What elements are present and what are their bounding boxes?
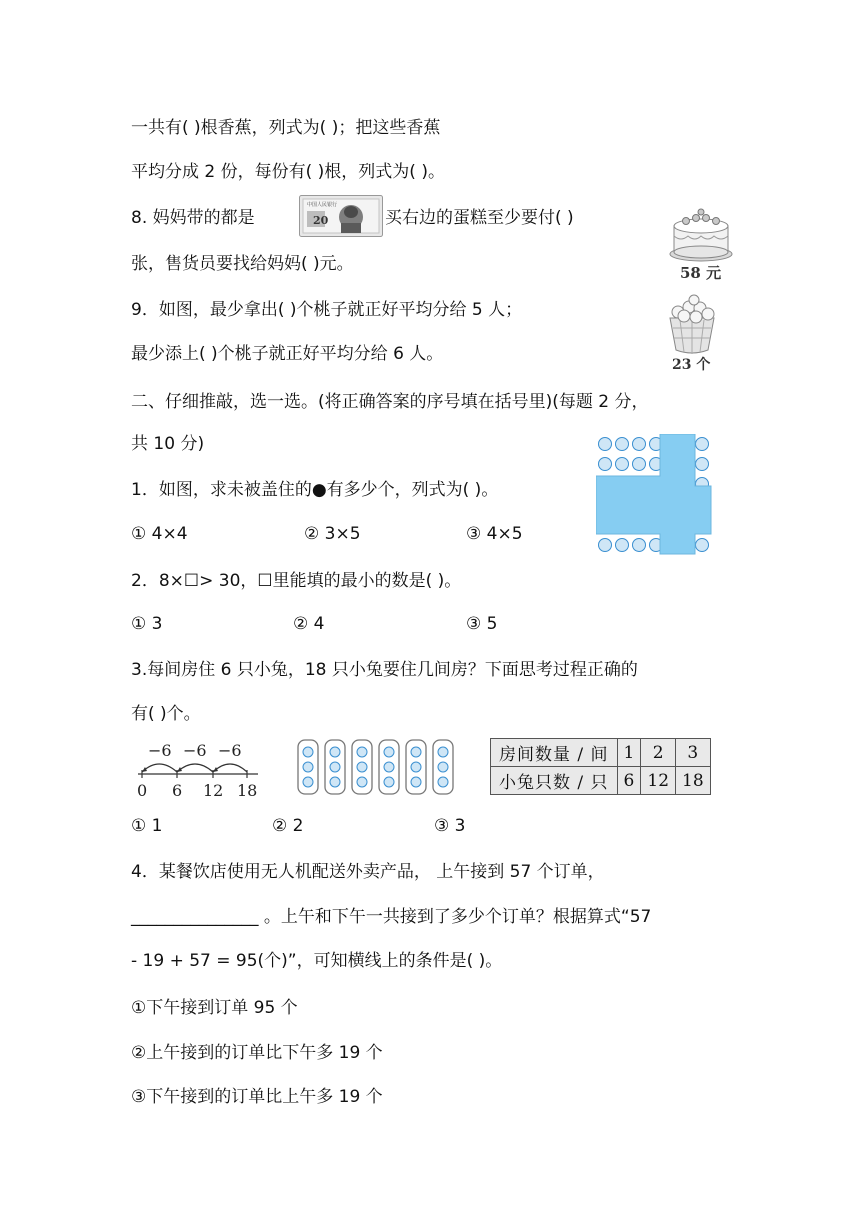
p4-question: 4．某餐饮店使用无人机配送外卖产品， 上午接到 57 个订单， <box>131 862 605 882</box>
table-header-rabbits: 小兔只数 / 只 <box>491 767 618 795</box>
peach-basket-image <box>664 292 720 374</box>
q8-prefix: 8. 妈妈带的都是 <box>131 208 255 228</box>
p2-question: 2．8×☐> 30，☐里能填的最小的数是( )。 <box>131 571 462 591</box>
table-row <box>491 739 711 767</box>
p3-option-3: ③ 3 <box>434 816 466 836</box>
p4-question-end: - 19 + 57 = 95(个)”，可知横线上的条件是( )。 <box>131 951 503 971</box>
section-2-heading-cont: 共 10 分) <box>131 434 205 454</box>
table-cell: 18 <box>676 767 711 795</box>
section-2-heading: 二、仔细推敲，选一选。(将正确答案的序号填在括号里)(每题 2 分， <box>131 392 649 412</box>
q8-line-2: 张，售货员要找给妈妈( )元。 <box>131 254 354 274</box>
jump-label-1: −6 <box>148 741 172 760</box>
p1-option-2: ② 3×5 <box>304 524 361 544</box>
p3-question-cont: 有( )个。 <box>131 704 201 724</box>
table-cell: 3 <box>676 739 711 767</box>
table-cell: 12 <box>641 767 676 795</box>
table-cell: 2 <box>641 739 676 767</box>
banknote-value: 20 <box>313 214 329 227</box>
q9-line-1: 9．如图，最少拿出( )个桃子就正好平均分给 5 人； <box>131 300 523 320</box>
p3-option-2: ② 2 <box>272 816 304 836</box>
table-cell: 1 <box>617 739 641 767</box>
number-line-figure <box>134 738 264 802</box>
banknote-text: 中国人民银行 <box>307 202 338 208</box>
tick-label-12: 12 <box>203 781 224 800</box>
q7-line-1: 一共有( )根香蕉，列式为( )；把这些香蕉 <box>131 118 441 138</box>
p1-option-3: ③ 4×5 <box>466 524 523 544</box>
p4-option-2: ②上午接到的订单比下午多 19 个 <box>131 1043 383 1063</box>
q8-middle: 买右边的蛋糕至少要付( ) <box>385 208 574 228</box>
room-table <box>490 738 711 795</box>
p1-question: 1．如图，求未被盖住的●有多少个，列式为( )。 <box>131 480 499 500</box>
jump-label-2: −6 <box>183 741 207 760</box>
q7-line-2: 平均分成 2 份，每份有( )根，列式为( )。 <box>131 162 445 182</box>
q9-line-2: 最少添上( )个桃子就正好平均分给 6 人。 <box>131 344 444 364</box>
p4-question-cont: _______________ 。上午和下午一共接到了多少个订单？根据算式“57 <box>131 907 652 927</box>
p3-question: 3.每间房住 6 只小兔，18 只小兔要住几间房？下面思考过程正确的 <box>131 660 638 680</box>
cake-price: 58 元 <box>680 264 722 282</box>
p1-option-1: ① 4×4 <box>131 524 188 544</box>
p4-option-1: ①下午接到订单 95 个 <box>131 998 298 1018</box>
table-row <box>491 767 711 795</box>
banknote-image <box>299 195 383 237</box>
p3-option-1: ① 1 <box>131 816 163 836</box>
peach-count: 23 个 <box>672 357 711 373</box>
p4-option-3: ③下午接到的订单比上午多 19 个 <box>131 1087 383 1107</box>
table-cell: 6 <box>617 767 641 795</box>
rooms-figure <box>296 738 458 798</box>
p2-option-1: ① 3 <box>131 614 163 634</box>
table-header-rooms: 房间数量 / 间 <box>491 739 618 767</box>
cake-image <box>666 196 736 282</box>
tick-label-18: 18 <box>237 781 258 800</box>
tick-label-6: 6 <box>172 781 183 800</box>
tick-label-0: 0 <box>137 781 148 800</box>
jump-label-3: −6 <box>218 741 242 760</box>
dot-grid-figure <box>596 434 712 556</box>
p2-option-3: ③ 5 <box>466 614 498 634</box>
p2-option-2: ② 4 <box>293 614 325 634</box>
